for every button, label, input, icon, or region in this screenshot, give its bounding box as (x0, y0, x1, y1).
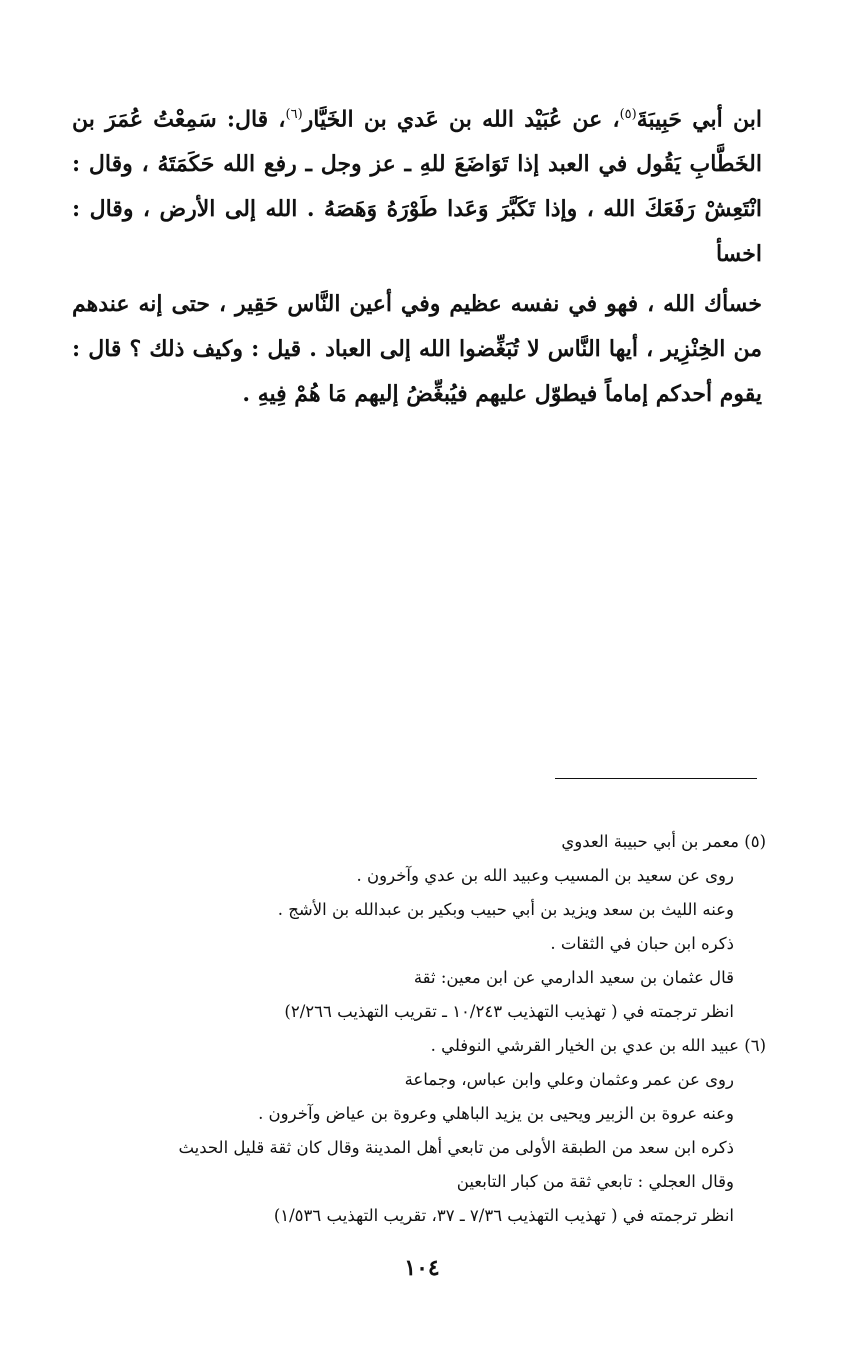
footnote-6-line: روى عن عمر وعثمان وعلي وابن عباس، وجماعة (404, 1070, 734, 1089)
footnote-6-line: ذكره ابن سعد من الطبقة الأولى من تابعي أهل المدينة وقال كان ثقة قليل الحديث (178, 1138, 734, 1157)
footnote-ref-6: (٦) (285, 107, 303, 122)
paragraph-1-part-3: ، قال: سَمِعْتُ عُمَرَ بن الخَطَّابِ يَقُول في العبد إذا تَوَاضَعَ للهِ ـ عز وجل ـ رفع الله حَكَمَتَهُ ، وقال : انْتَعِشْ رَفَعَكَ الله ، وإذا تَكَبَّرَ وَعَدا طَوْرَهُ وَهَصَهُ . الله إلى الأرض ، وقال : اخسأ (72, 106, 762, 268)
footnote-ref-5: (٥) (619, 107, 637, 122)
paragraph-2: خسأك الله ، فهو في نفسه عظيم وفي أعين النَّاس حَقِير ، حتى إنه عندهم من الخِنْزِير ، أيها النَّاس لا تُبَغِّضوا الله إلى العباد . قيل : وكيف ذلك ؟ قال : يقوم أحدكم إماماً فيطوّل عليهم فيُبغِّضُ إليهم مَا هُمْ فِيهِ . (72, 291, 762, 408)
footnote-divider (555, 778, 757, 779)
paragraph-1-part-1: ابن أبي حَبِيبَةَ (636, 106, 762, 133)
footnote-5 (120, 825, 766, 1029)
footnote-5-title: (٥) معمر بن أبي حبيبة العدوي (561, 832, 766, 851)
footnote-6-line: انظر ترجمته في ( تهذيب التهذيب ٧/٣٦ ـ ٣٧، تقريب التهذيب ١/٥٣٦) (273, 1206, 734, 1225)
footnote-5-line: قال عثمان بن سعيد الدارمي عن ابن معين: ثقة (413, 968, 734, 987)
footnote-6-title: (٦) عبيد الله بن عدي بن الخيار القرشي النوفلي . (430, 1036, 766, 1055)
footnotes (120, 825, 766, 1233)
paragraph-1 (72, 92, 762, 277)
footnote-5-line: روى عن سعيد بن المسيب وعبيد الله بن عدي وآخرون . (356, 866, 734, 885)
footnote-5-line: ذكره ابن حبان في الثقات . (550, 934, 734, 953)
footnote-6-line: وقال العجلي : تابعي ثقة من كبار التابعين (456, 1172, 734, 1191)
footnote-6-line: وعنه عروة بن الزبير ويحيى بن يزيد الباهلي وعروة بن عياض وآخرون . (258, 1104, 734, 1123)
footnote-5-line: وعنه الليث بن سعد ويزيد بن أبي حبيب وبكير بن عبدالله بن الأشج . (277, 900, 734, 919)
paragraph-1-part-2: ، عن عُبَيْد الله بن عَدي بن الخَيَّار (302, 106, 620, 133)
footnote-6 (120, 1029, 766, 1233)
footnote-5-line: انظر ترجمته في ( تهذيب التهذيب ١٠/٢٤٣ ـ تقريب التهذيب ٢/٢٦٦) (284, 1002, 734, 1021)
page-number: ١٠٤ (404, 1255, 440, 1281)
main-text (72, 92, 762, 417)
